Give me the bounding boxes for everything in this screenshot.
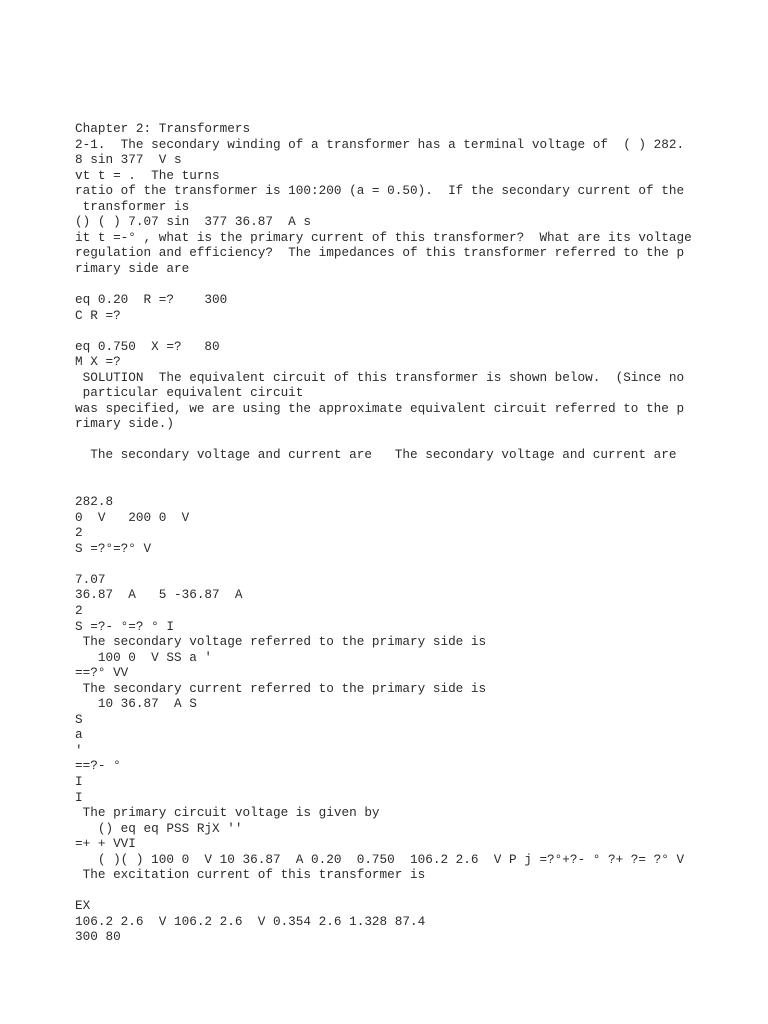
- text-line: ==?- °: [75, 758, 121, 774]
- text-line: 7.07: [75, 571, 106, 587]
- text-line: Chapter 2: Transformers: [75, 121, 251, 136]
- text-line: 36.87 A 5 -36.87 A: [75, 587, 243, 603]
- text-line: [75, 276, 755, 292]
- text-line: 300 80: [75, 929, 121, 945]
- text-line: 0 V 200 0 V: [75, 509, 190, 525]
- text-line: 8 sin 377 V s: [75, 152, 182, 168]
- text-line: The excitation current of this transformer is: [75, 867, 426, 883]
- text-line: ==?° VV: [75, 665, 129, 681]
- text-line: M X =?: [75, 354, 121, 370]
- text-line: [75, 883, 755, 899]
- text-line: it t =-° , what is the primary current of this transformer? What are its voltage: [75, 229, 692, 245]
- text-line: ( )( ) 100 0 V 10 36.87 A 0.20 0.750 106.2 2.6 V P j =?°+?- ° ?+ ?= ?° V: [75, 851, 685, 867]
- text-line: 10 36.87 A S: [75, 696, 197, 712]
- text-line: transformer is: [75, 198, 190, 214]
- text-line: rimary side.): [75, 416, 174, 432]
- text-line: [75, 432, 755, 448]
- text-line: 2: [75, 602, 83, 618]
- text-line: [75, 463, 755, 479]
- text-line: S: [75, 711, 83, 727]
- text-line: 106.2 2.6 V 106.2 2.6 V 0.354 2.6 1.328 87.4: [75, 913, 426, 929]
- text-line: The secondary voltage and current are The secondary voltage and current are: [75, 447, 677, 463]
- text-line: particular equivalent circuit: [75, 385, 304, 401]
- text-line: The secondary current referred to the primary side is: [75, 680, 487, 696]
- text-line: I: [75, 773, 83, 789]
- text-line: regulation and efficiency? The impedances of this transformer referred to the p: [75, 245, 685, 261]
- text-line: 2: [75, 525, 83, 541]
- text-line: =+ + VVI: [75, 836, 136, 852]
- text-line: C R =?: [75, 307, 121, 323]
- text-line: () ( ) 7.07 sin 377 36.87 A s: [75, 214, 312, 230]
- text-line: eq 0.750 X =? 80: [75, 338, 220, 354]
- text-line: eq 0.20 R =? 300: [75, 292, 228, 308]
- text-line: I: [75, 789, 83, 805]
- text-line: [75, 556, 755, 572]
- text-line: [75, 479, 755, 495]
- text-line: S =?°=?° V: [75, 540, 152, 556]
- text-line: a: [75, 727, 83, 743]
- text-line: was specified, we are using the approximate equivalent circuit referred to the p: [75, 400, 685, 416]
- text-line: rimary side are: [75, 260, 190, 276]
- text-line: SOLUTION The equivalent circuit of this transformer is shown below. (Since no: [75, 369, 685, 385]
- text-line: 2-1. The secondary winding of a transformer has a terminal voltage of ( ) 282.: [75, 136, 685, 152]
- text-line: S =?- °=? ° I: [75, 618, 174, 634]
- text-line: The secondary voltage referred to the primary side is: [75, 634, 487, 650]
- text-line: 100 0 V SS a ': [75, 649, 213, 665]
- document-page: [75, 121, 755, 945]
- text-line: () eq eq PSS RjX '': [75, 820, 243, 836]
- text-line: [75, 323, 755, 339]
- text-line: ratio of the transformer is 100:200 (a = 0.50). If the secondary current of the: [75, 183, 685, 199]
- text-line: 282.8: [75, 494, 114, 510]
- text-line: vt t = . The turns: [75, 167, 220, 183]
- text-line: The primary circuit voltage is given by: [75, 805, 380, 821]
- text-line: ': [75, 742, 83, 758]
- text-line: EX: [75, 898, 91, 914]
